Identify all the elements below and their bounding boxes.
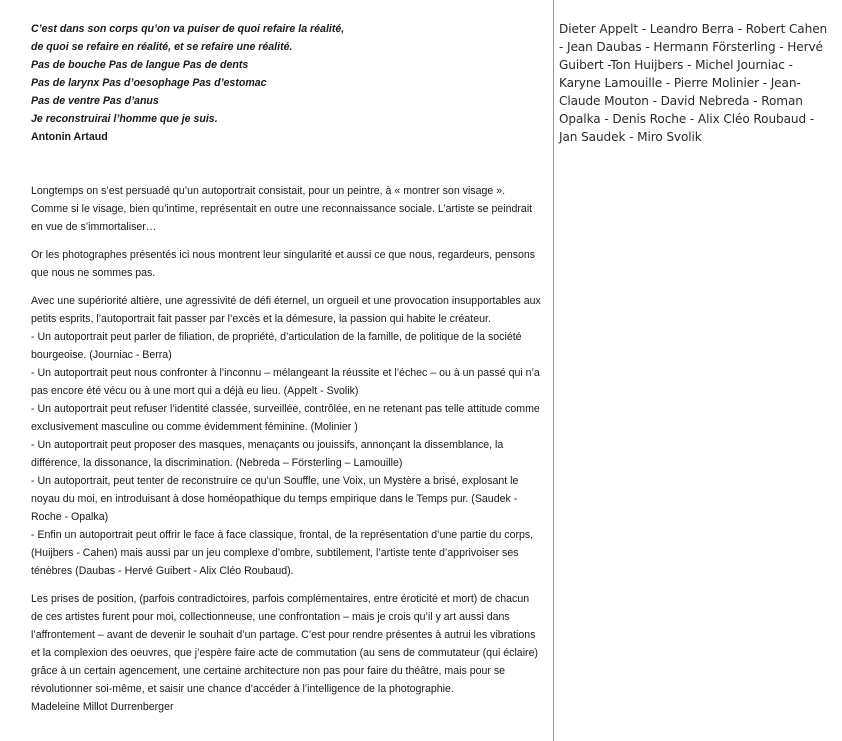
list-item: - Un autoportrait peut refuser l’identité classée, surveillée, contrôlée, en ne retenant pas telle attitude comme exclusivement masculine ou comme évidemment féminine. (Molinier ) <box>31 403 540 433</box>
paragraph-photographers: Or les photographes présentés ici nous montrent leur singularité et aussi ce que nous, regardeurs, pensons que nous ne sommes pas. <box>31 249 536 279</box>
poem-line: Pas de ventre Pas d’anus <box>31 95 159 107</box>
list-item: - Enfin un autoportrait peut offrir le face à face classique, frontal, de la représentation d’une partie du corps, (Huijbers - Cahen) mais aussi par un jeu complexe d’ombre, subtilement, l’artiste tente d’apprivoiser ses ténèbres (Daubas - Hervé Guibert - Alix Cléo Roubaud). <box>31 529 534 577</box>
paragraph-closing <box>31 590 541 716</box>
closing-text: Les prises de position, (parfois contradictoires, parfois complémentaires, entre éroticité et mort) de chacun de ces artistes furent pour moi, collectionneuse, une confrontation – mais je crois qu’il y art aussi dans l’affrontement – avant de devenir le souhait d’un partage. C’est pour rendre présentes à autrui les vibrations et la complexion des oeuvres, que j’espère faire acte de commutation (au sens de commutateur (qui éclaire) grâce à un certain agencement, une certaine architecture non pas pour faire du théâtre, mais pour se révolutionner soi-même, et saisir une chance d’accéder à l’intelligence de la photographie. <box>31 593 538 695</box>
poem-line: de quoi se refaire en réalité, et se refaire une réalité. <box>31 41 293 53</box>
column-divider <box>553 0 554 741</box>
list-item: - Un autoportrait peut proposer des masques, menaçants ou jouissifs, annonçant la dissemblance, la différence, la dissonance, la discrimination. (Nebreda – Försterling – Lamouille) <box>31 439 504 469</box>
poem-line: Je reconstruirai l’homme que je suis. <box>31 113 218 125</box>
list-item: - Un autoportrait peut nous confronter à l’inconnu – mélangeant la réussite et l’échec – ou à un passé qui n’a pas encore été vécu ou à une mort qui a déjà eu lieu. (Appelt - Svolik) <box>31 367 540 397</box>
poem-line: C’est dans son corps qu’on va puiser de quoi refaire la réalité, <box>31 23 345 35</box>
essay-body <box>31 182 541 716</box>
signature: Madeleine Millot Durrenberger <box>31 701 174 713</box>
poem-line: Pas de bouche Pas de langue Pas de dents <box>31 59 249 71</box>
list-item: - Un autoportrait, peut tenter de reconstruire ce qu’un Souffle, une Voix, un Mystère a brisé, explosant le noyau du moi, en introduisant à dose homéopathique du temps empirique dans le Temps pur. (Saudek - Roche - Opalka) <box>31 475 519 523</box>
paragraph-self-portrait-list <box>31 292 541 580</box>
list-item: - Un autoportrait peut parler de filiation, de propriété, d’articulation de la famille, de politique de la société bourgeoise. (Journiac - Berra) <box>31 331 522 361</box>
artists-list: Dieter Appelt - Leandro Berra - Robert Cahen - Jean Daubas - Hermann Försterling - Hervé Guibert -Ton Huijbers - Michel Journiac - Karyne Lamouille - Pierre Molinier - Jean-Claude Mouton - David Nebreda - Roman Opalka - Denis Roche - Alix Cléo Roubaud - Jan Saudek - Miro Svolik <box>559 22 828 144</box>
paragraph-intro: Longtemps on s’est persuadé qu’un autoportrait consistait, pour un peintre, à « montrer son visage ». Comme si le visage, bien qu’intime, représentait en outre une reconnaissance sociale. L’artiste se peindrait en vue de s’immortaliser… <box>31 185 533 233</box>
poem-author: Antonin Artaud <box>31 131 108 143</box>
list-intro: Avec une supériorité altière, une agressivité de défi éternel, un orgueil et une provocation insupportables aux petits esprits, l’autoportrait fait passer par l’excès et la démesure, la passion qui habite le créateur. <box>31 295 541 325</box>
poem-line: Pas de larynx Pas d’oesophage Pas d’estomac <box>31 77 267 89</box>
epigraph-poem <box>31 20 541 146</box>
main-text-column <box>31 20 541 716</box>
